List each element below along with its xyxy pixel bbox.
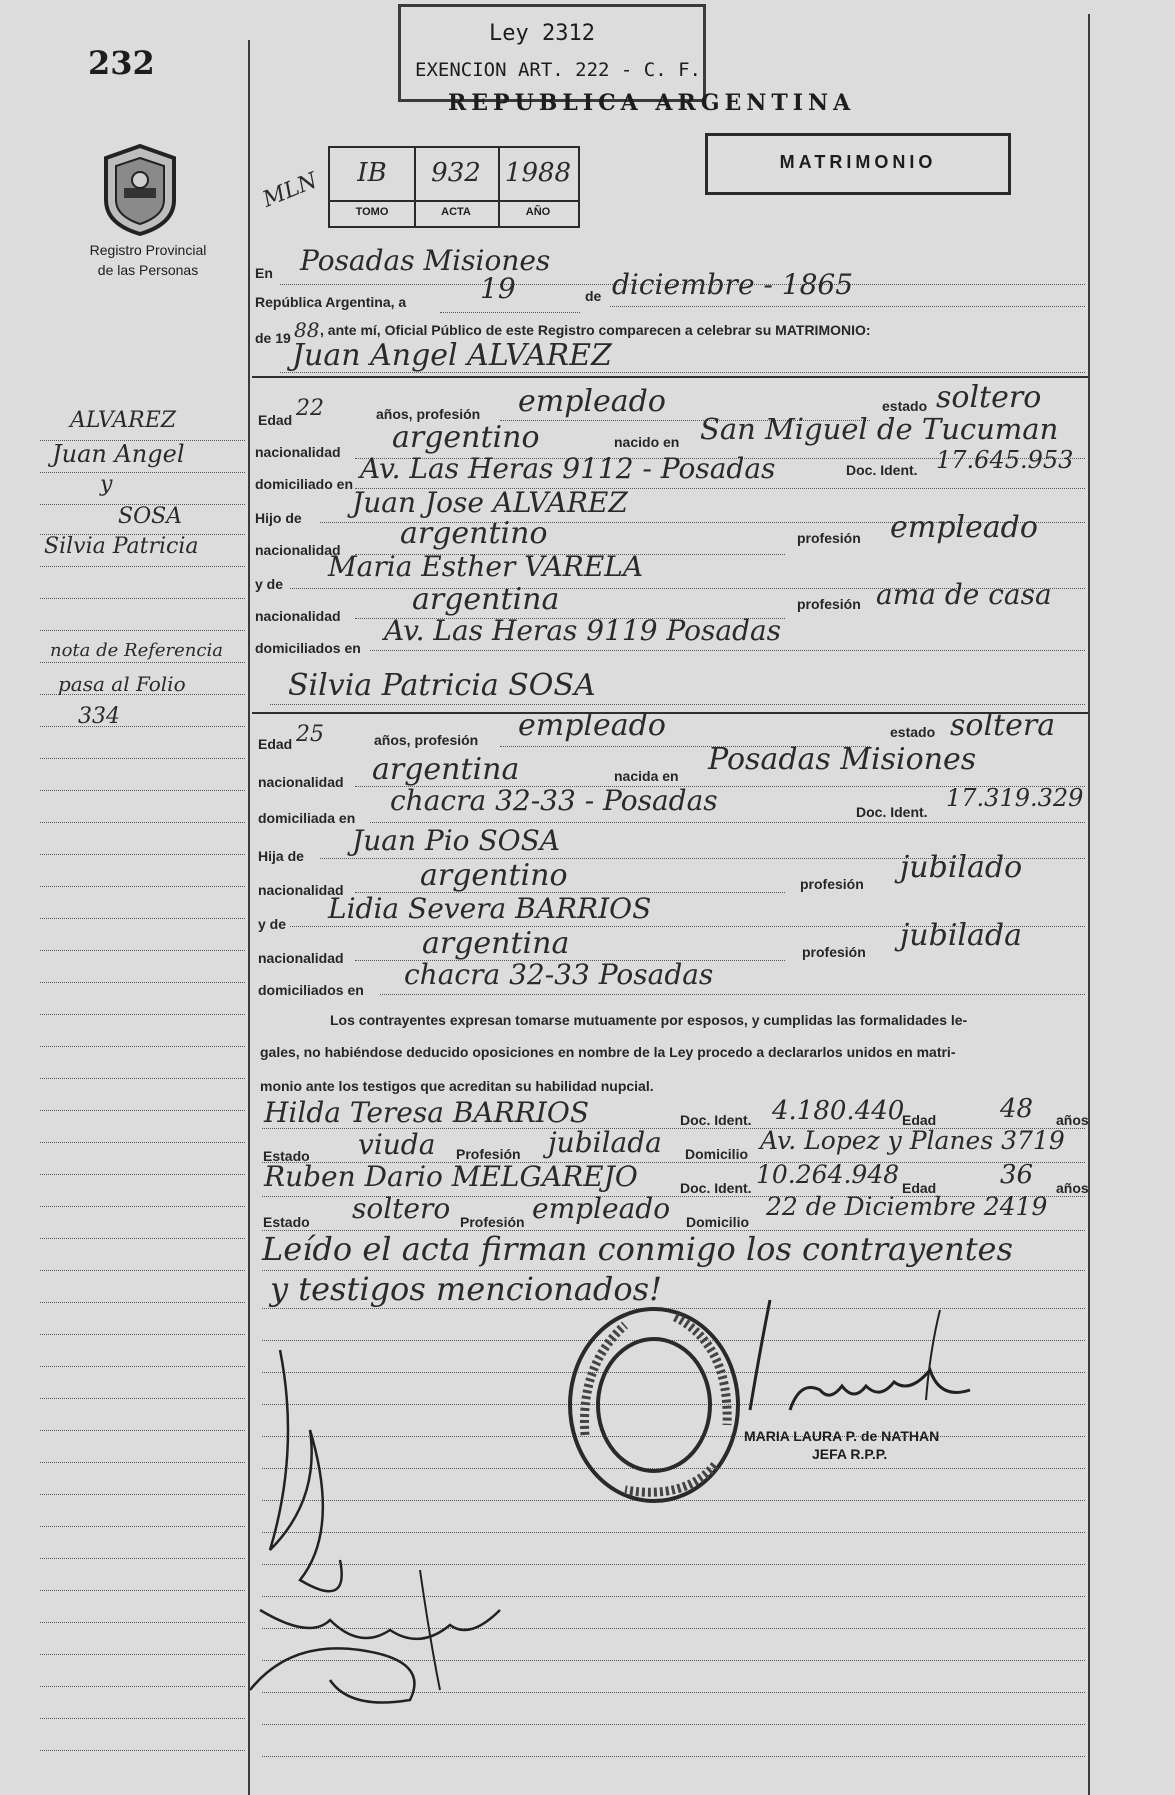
bride-padre: Juan Pio SOSA: [352, 824, 560, 857]
witness1-prof: jubilada: [548, 1126, 662, 1159]
groom-doc: 17.645.953: [936, 446, 1074, 474]
groom-doc-label: Doc. Ident.: [846, 462, 918, 478]
closing-line2: y testigos mencionados!: [270, 1270, 662, 1308]
bride-estado-label: estado: [890, 724, 936, 740]
groom-nacido-label: nacido en: [614, 434, 680, 450]
margin-note-line1: nota de Referencia: [50, 640, 223, 661]
bride-madre: Lidia Severa BARRIOS: [328, 892, 652, 925]
groom-estado-label: estado: [882, 398, 928, 414]
de-label: de: [585, 288, 602, 304]
bride-nacida: Posadas Misiones: [708, 742, 977, 777]
bride-profesion: empleado: [518, 708, 666, 743]
right-rule: [1088, 14, 1090, 1795]
witness1-name: Hilda Teresa BARRIOS: [264, 1096, 589, 1129]
witness1-doc-label: Doc. Ident.: [680, 1112, 752, 1128]
stamp-law: Ley 2312: [489, 21, 595, 46]
tomo-label: TOMO: [330, 200, 414, 218]
witness2-edad: 36: [1000, 1160, 1034, 1190]
republica-label: República Argentina, a: [255, 294, 407, 310]
bride-domicilio: chacra 32-33 - Posadas: [390, 784, 718, 817]
comparecen-text: , ante mí, Oficial Público de este Registro comparecen a celebrar su MATRIMONIO:: [320, 322, 871, 338]
statement-line2: gales, no habiéndose deducido oposiciones en nombre de la Ley procedo a declararlos unidos en matri-: [260, 1044, 956, 1060]
witness2-dom: 22 de Diciembre 2419: [766, 1192, 1048, 1221]
bride-nacionalidad-label: nacionalidad: [258, 774, 344, 790]
bride-madre-nac-label: nacionalidad: [258, 950, 344, 966]
law-exemption-stamp: [398, 4, 706, 102]
groom-madre-nac-label: nacionalidad: [255, 608, 341, 624]
groom-padre-nac-label: nacionalidad: [255, 542, 341, 558]
bride-padre-nac-label: nacionalidad: [258, 882, 344, 898]
document-type-box: [705, 133, 1011, 195]
groom-hijo-label: Hijo de: [255, 510, 302, 526]
groom-padre-prof: empleado: [890, 510, 1038, 545]
provincial-seal-icon: [100, 144, 180, 236]
ano-value: 1988: [504, 158, 572, 188]
bride-madre-prof: jubilada: [900, 918, 1022, 953]
groom-nacionalidad-label: nacionalidad: [255, 444, 341, 460]
ano-cell: [498, 148, 578, 226]
witness2-edad-label: Edad: [902, 1180, 937, 1196]
bride-domiciliados-label: domiciliados en: [258, 982, 364, 998]
witness1-dom: Av. Lopez y Planes 3719: [760, 1126, 1065, 1155]
groom-padre: Juan Jose ALVAREZ: [352, 486, 628, 519]
witness1-dom-label: Domicilio: [685, 1146, 749, 1162]
acta-value: 932: [431, 158, 481, 188]
reference-box: [328, 146, 580, 228]
bride-padre-nac: argentino: [420, 858, 568, 893]
witness2-name: Ruben Dario MELGAREJO: [264, 1160, 638, 1193]
closing-line1: Leído el acta firman conmigo los contrayentes: [262, 1230, 1013, 1268]
de19-label: de 19: [255, 330, 291, 346]
margin-name2: Silvia Patricia: [44, 534, 199, 559]
witness1-doc: 4.180.440: [772, 1096, 905, 1126]
groom-madre-prof-label: profesión: [797, 596, 861, 612]
groom-padre-prof-label: profesión: [797, 530, 861, 546]
document-type: MATRIMONIO: [779, 152, 937, 172]
witness2-prof: empleado: [532, 1192, 671, 1225]
bride-doc: 17.319.329: [946, 784, 1084, 812]
bride-domicilio-label: domiciliada en: [258, 810, 356, 826]
witness1-edad: 48: [1000, 1094, 1034, 1124]
margin-surname2: SOSA: [118, 504, 183, 529]
registry-line2: de las Personas: [97, 262, 199, 278]
day-value: 19: [480, 272, 516, 305]
place-value: Posadas Misiones: [300, 244, 551, 277]
groom-madre: Maria Esther VARELA: [328, 550, 644, 583]
bride-padres-dom: chacra 32-33 Posadas: [404, 958, 714, 991]
annotation-mln: MLN: [259, 168, 322, 213]
bride-madre-nac: argentina: [422, 926, 570, 961]
bride-doc-label: Doc. Ident.: [856, 804, 928, 820]
witness2-doc: 10.264.948: [756, 1160, 900, 1189]
groom-domicilio-label: domiciliado en: [255, 476, 354, 492]
witness2-dom-label: Domicilio: [686, 1214, 750, 1230]
bride-estado: soltera: [950, 708, 1056, 743]
witness1-anos-label: años: [1056, 1112, 1089, 1128]
registry-line1: Registro Provincial: [89, 242, 207, 258]
groom-anos-label: años, profesión: [376, 406, 481, 422]
groom-edad: 22: [296, 396, 324, 421]
en-label: En: [255, 265, 273, 281]
registry-round-seal-icon: [565, 1305, 743, 1505]
groom-estado: soltero: [936, 380, 1042, 415]
groom-domiciliados-label: domiciliados en: [255, 640, 361, 656]
margin-conjunction: y: [100, 472, 113, 497]
witness2-prof-label: Profesión: [460, 1214, 525, 1230]
bride-nacida-label: nacida en: [614, 768, 679, 784]
witness1-edad-label: Edad: [902, 1112, 937, 1128]
official-name: MARIA LAURA P. de NATHAN: [744, 1428, 940, 1444]
bride-edad-label: Edad: [258, 736, 293, 752]
witness2-estado-label: Estado: [263, 1214, 310, 1230]
margin-note-line3: 334: [78, 704, 120, 729]
acta-cell: [414, 148, 500, 226]
acta-label: ACTA: [414, 200, 498, 218]
bride-hija-label: Hija de: [258, 848, 304, 864]
groom-nacido: San Miguel de Tucuman: [700, 412, 1059, 446]
country-title: REPUBLICA ARGENTINA: [448, 90, 856, 116]
tomo-value: IB: [357, 158, 387, 188]
bride-edad: 25: [296, 722, 324, 747]
groom-domicilio: Av. Las Heras 9112 - Posadas: [360, 452, 776, 485]
groom-padre-nac: argentino: [400, 516, 548, 551]
statement-line1: Los contrayentes expresan tomarse mutuamente por esposos, y cumplidas las formalidades le-: [330, 1012, 968, 1028]
statement-line3: monio ante los testigos que acreditan su habilidad nupcial.: [260, 1078, 654, 1094]
month-year-value: diciembre - 1865: [612, 268, 854, 301]
groom-edad-label: Edad: [258, 412, 293, 428]
margin-surname1: ALVAREZ: [70, 408, 177, 433]
groom-nacionalidad: argentino: [392, 420, 540, 455]
bride-yde-label: y de: [258, 916, 287, 932]
margin-note-line2: pasa al Folio: [58, 672, 186, 696]
witness1-prof-label: Profesión: [456, 1146, 521, 1162]
bride-madre-prof-label: profesión: [802, 944, 866, 960]
groom-profesion: empleado: [518, 384, 666, 419]
year-suffix: 88: [294, 318, 320, 342]
witness2-doc-label: Doc. Ident.: [680, 1180, 752, 1196]
contrayentes-signatures-icon: [230, 1310, 550, 1710]
groom-name: Juan Angel ALVAREZ: [292, 338, 612, 373]
bride-padre-prof-label: profesión: [800, 876, 864, 892]
witness2-anos-label: años: [1056, 1180, 1089, 1196]
margin-name1: Juan Angel: [52, 440, 185, 468]
official-title: JEFA R.P.P.: [812, 1446, 888, 1462]
ano-label: AÑO: [498, 200, 578, 218]
groom-padres-dom: Av. Las Heras 9119 Posadas: [384, 614, 782, 647]
groom-madre-nac: argentina: [412, 582, 560, 617]
official-signature-icon: [730, 1290, 990, 1430]
groom-yde-label: y de: [255, 576, 284, 592]
stamp-exemption: EXENCION ART. 222 - C. F.: [415, 59, 701, 81]
tomo-cell: [330, 148, 416, 226]
witness2-estado: soltero: [352, 1192, 451, 1225]
bride-nacionalidad: argentina: [372, 752, 520, 787]
bride-padre-prof: jubilado: [900, 850, 1023, 885]
witness1-estado-label: Estado: [263, 1148, 310, 1164]
bride-name: Silvia Patricia SOSA: [288, 668, 596, 703]
bride-anos-label: años, profesión: [374, 732, 479, 748]
witness1-estado: viuda: [358, 1128, 436, 1161]
groom-madre-prof: ama de casa: [876, 578, 1052, 611]
page-number: 232: [88, 44, 155, 82]
